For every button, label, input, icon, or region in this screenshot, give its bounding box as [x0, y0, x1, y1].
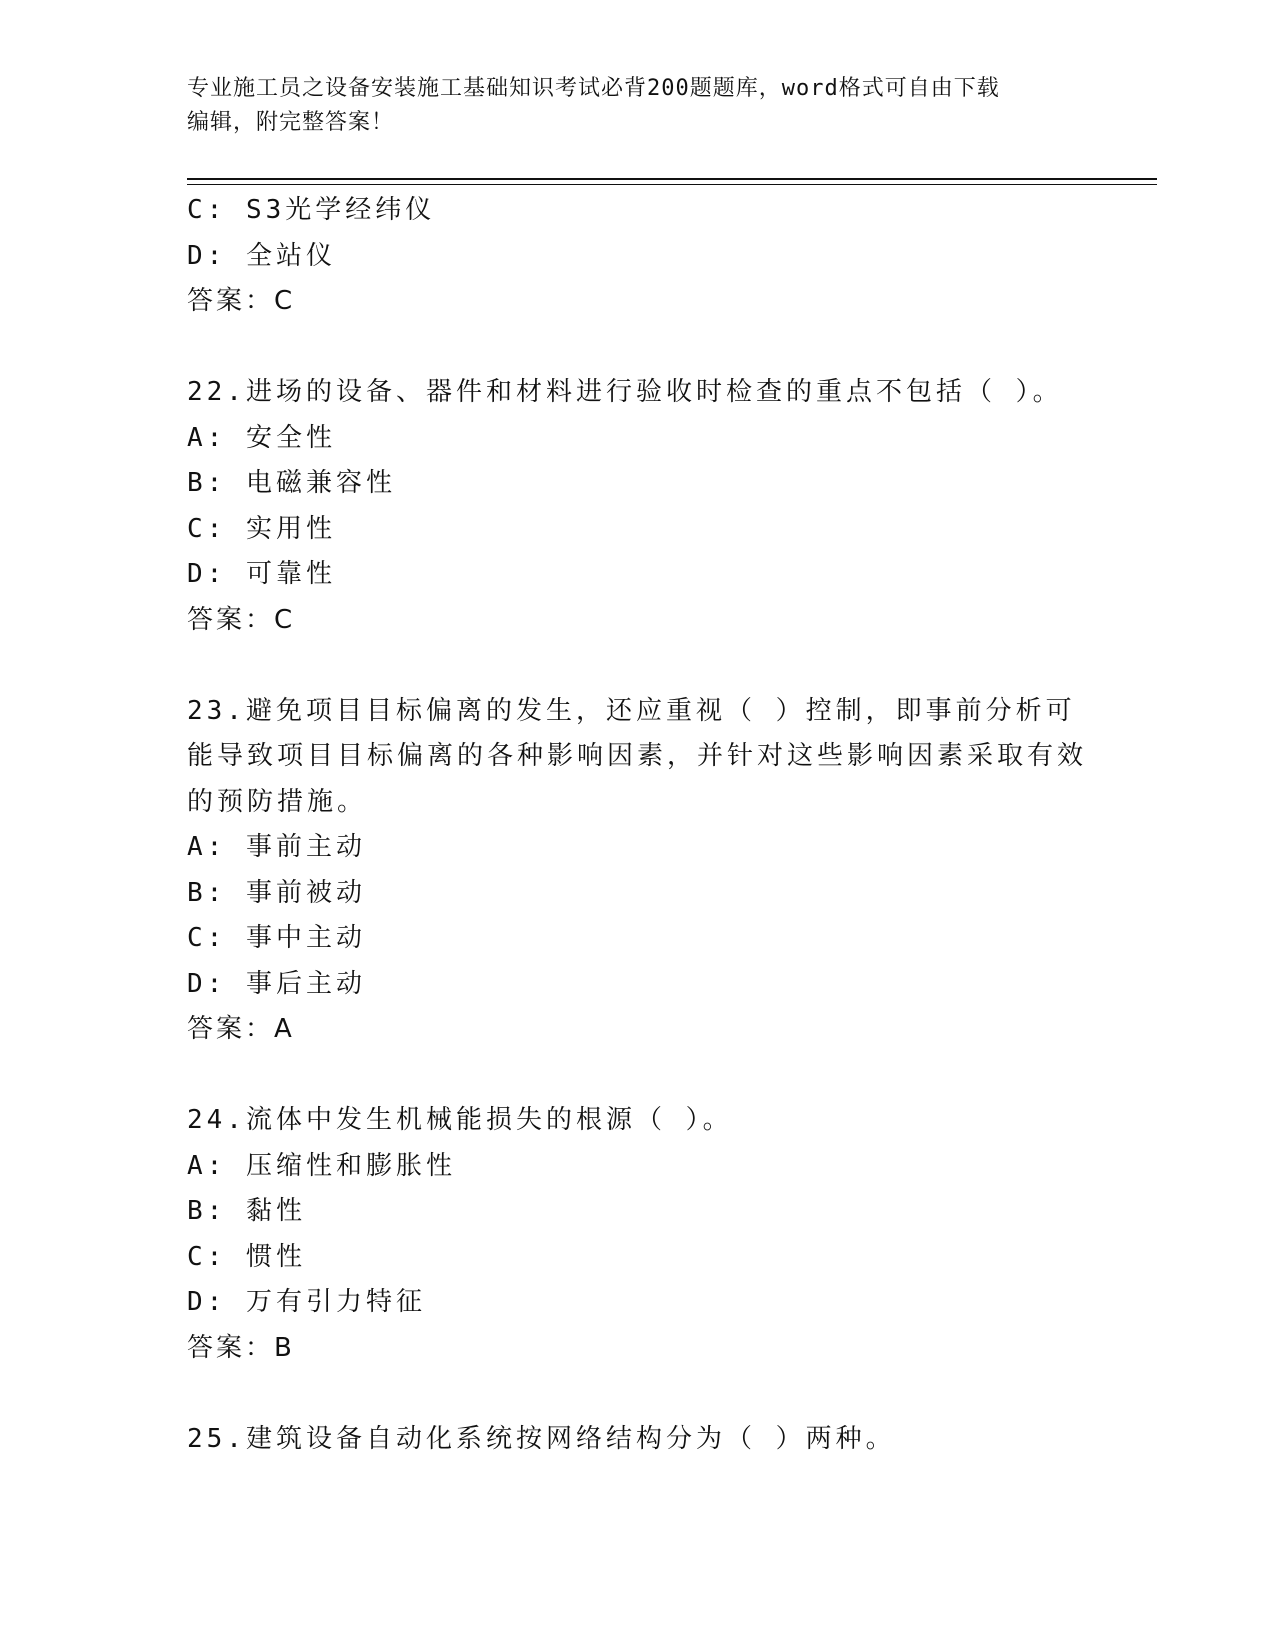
option-d: D: 事后主动: [187, 968, 366, 999]
header-line-1: 专业施工员之设备安装施工基础知识考试必背200题题库，word格式可自由下载: [187, 76, 1000, 101]
option-b: B: 事前被动: [187, 877, 366, 908]
question-text: 25.建筑设备自动化系统按网络结构分为（ ）两种。: [187, 1423, 896, 1454]
option-c: C: 事中主动: [187, 923, 366, 953]
option-a: A: 压缩性和膨胀性: [187, 1150, 456, 1181]
question-text: 24.流体中发生机械能损失的根源（ ）。: [187, 1105, 733, 1135]
header-rule-thick: [187, 178, 1157, 180]
question-text: 23.避免项目目标偏离的发生，还应重视（ ）控制，即事前分析可能导致项目目标偏离的各种影响因素，并针对这些影响因素采取有效的预防措施。: [187, 695, 1088, 817]
answer: 答案：A: [187, 1014, 295, 1044]
header-line-2: 编辑，附完整答案！: [187, 110, 395, 135]
answer: 答案：C: [187, 604, 296, 635]
option-b: B: 黏性: [187, 1196, 306, 1226]
option-c: C: S3光学经纬仪: [187, 195, 436, 225]
option-c: C: 惯性: [187, 1241, 306, 1272]
option-d: D: 全站仪: [187, 240, 336, 271]
option-d: D: 可靠性: [187, 559, 336, 589]
question-22: [187, 370, 1087, 643]
document-header: [187, 72, 1087, 140]
answer: 答案：C: [187, 286, 296, 316]
option-d: D: 万有引力特征: [187, 1287, 426, 1317]
question-list: [187, 188, 1087, 1462]
header-rule-thin: [187, 184, 1157, 185]
continued-question: [187, 188, 1087, 325]
option-a: A: 安全性: [187, 422, 336, 453]
option-a: A: 事前主动: [187, 832, 366, 862]
question-23: [187, 689, 1087, 1053]
answer: 答案：B: [187, 1332, 295, 1363]
question-text: 22.进场的设备、器件和材料进行验收时检查的重点不包括（ ）。: [187, 377, 1063, 407]
option-b: B: 电磁兼容性: [187, 468, 396, 498]
option-c: C: 实用性: [187, 513, 336, 544]
question-25: [187, 1417, 1087, 1463]
question-24: [187, 1098, 1087, 1371]
